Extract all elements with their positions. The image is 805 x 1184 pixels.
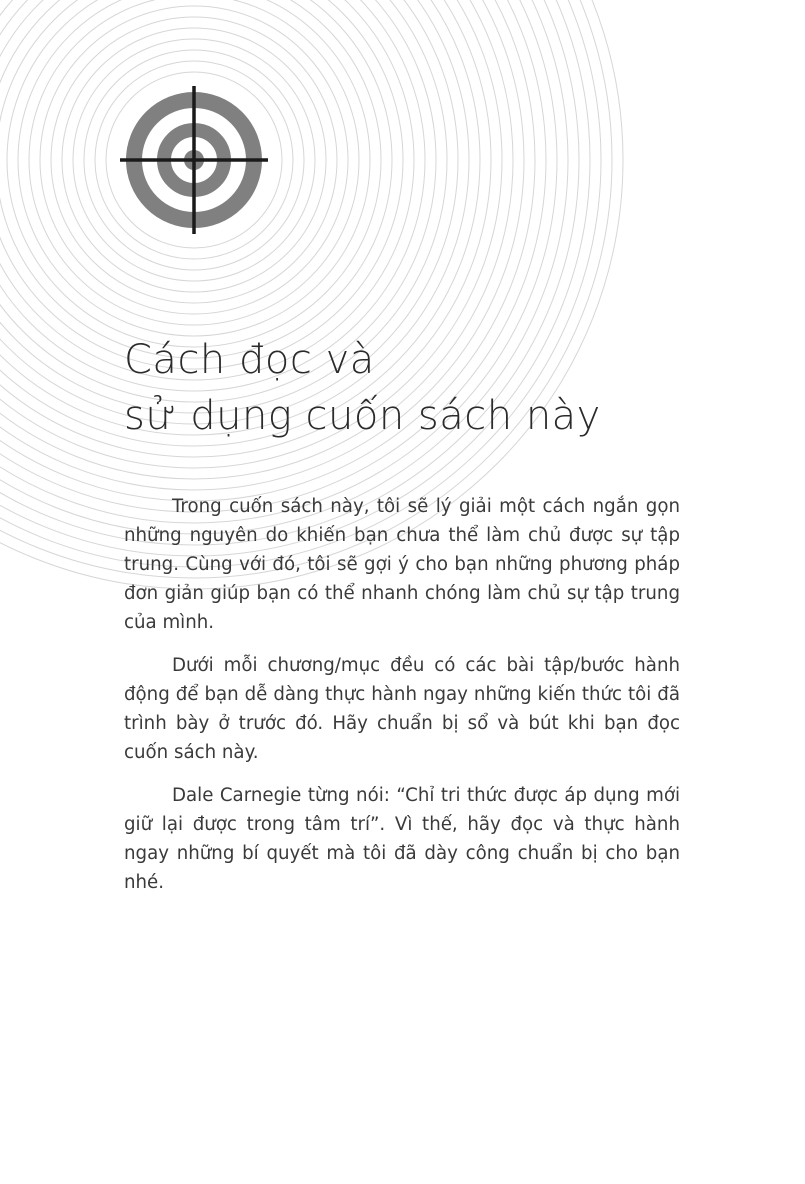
chapter-title (124, 332, 601, 444)
chapter-title-line-2: sử dụng cuốn sách này (124, 393, 601, 439)
body-text (124, 492, 680, 911)
chapter-title-line-1: Cách đọc và (124, 337, 375, 383)
background-ring (0, 0, 601, 567)
paragraph-2: Dưới mỗi chương/mục đều có các bài tập/bước hành động để bạn dễ dàng thực hành ngay những kiến thức tôi đã trình bày ở trước đó. Hãy chuẩn bị sổ và bút khi bạn đọc cuốn sách này. (124, 655, 680, 763)
paragraph-1: Trong cuốn sách này, tôi sẽ lý giải một cách ngắn gọn những nguyên do khiến bạn chưa thể làm chủ được sự tập trung. Cùng với đó, tôi sẽ gợi ý cho bạn những phương pháp đơn giản giúp bạn có thể nhanh chóng làm chủ sự tập trung của mình. (124, 496, 680, 633)
target-crosshair-icon (118, 86, 270, 238)
paragraph-3: Dale Carnegie từng nói: “Chỉ tri thức được áp dụng mới giữ lại được trong tâm trí”. Vì thế, hãy đọc và thực hành ngay những bí quyết mà tôi đã dày công chuẩn bị cho bạn nhé. (124, 785, 680, 893)
